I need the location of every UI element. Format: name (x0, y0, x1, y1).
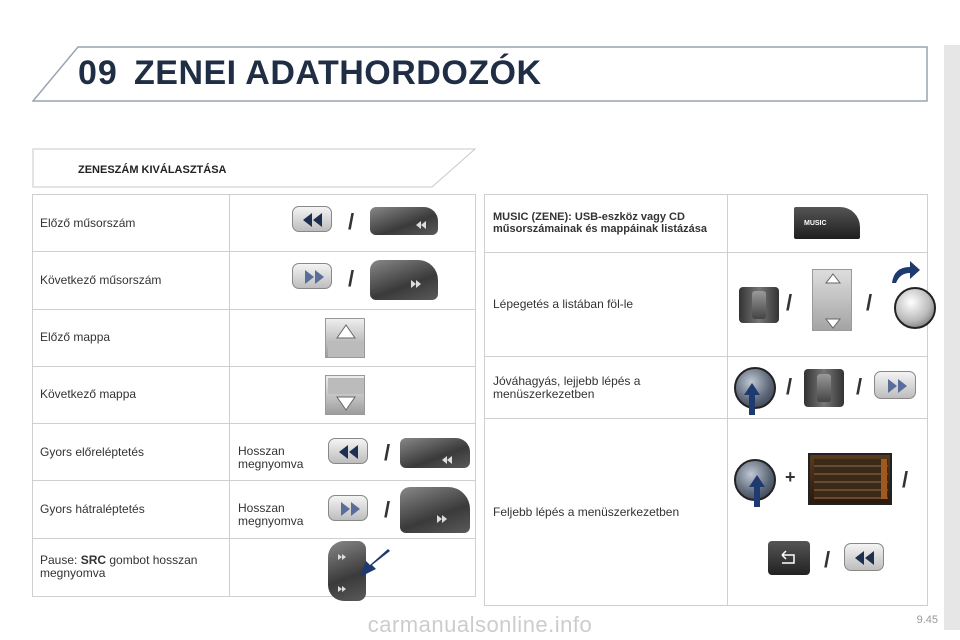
row-illustration (728, 357, 927, 418)
row-illustration (230, 310, 475, 366)
music-button-label: MUSIC (804, 219, 827, 227)
next-button-icon (292, 263, 332, 289)
row-label: Lépegetés a listában föl-le (485, 253, 728, 356)
row-label: Következő műsorszám (33, 252, 230, 308)
row-label: Előző műsorszám (33, 195, 230, 251)
or-separator: / (384, 440, 391, 466)
table-row (33, 424, 475, 481)
row-label: Gyors előreléptetés (33, 424, 230, 480)
or-separator: / (384, 497, 391, 523)
or-separator: / (786, 374, 793, 399)
row-illustration (230, 367, 475, 423)
plus-sign: + (785, 467, 796, 487)
steering-stalk-icon (400, 438, 470, 468)
row-label (33, 539, 230, 596)
rotary-wheel-icon (804, 369, 844, 407)
table-row (33, 481, 475, 538)
label-prefix: Pause: (40, 553, 81, 568)
back-button-icon (768, 541, 810, 575)
rotary-knob-icon (894, 287, 936, 329)
row-illustration (230, 481, 475, 537)
row-label: Feljebb lépés a menüszerkezetben (485, 419, 728, 605)
down-arrow-button-icon (325, 375, 365, 415)
table-row (33, 367, 475, 424)
or-separator: / (902, 467, 909, 492)
chapter-number: 09 (78, 54, 118, 92)
table-row (33, 539, 475, 596)
music-button-icon (794, 207, 860, 239)
previous-button-icon (292, 206, 332, 232)
table-row (485, 419, 927, 605)
row-label: Előző mappa (33, 310, 230, 366)
up-arrow-button-icon (325, 318, 365, 358)
row-label: Gyors hátraléptetés (33, 481, 230, 537)
page-number: 9.45 (916, 614, 938, 626)
left-table (32, 194, 476, 597)
watermark: carmanualsonline.info (367, 612, 593, 637)
row-illustration (230, 539, 475, 596)
table-row (485, 195, 927, 253)
or-separator: / (824, 547, 831, 572)
row-illustration (728, 253, 927, 356)
up-down-arrows-icon (812, 269, 852, 331)
row-illustration (230, 424, 475, 480)
row-label: MUSIC (ZENE): USB-eszköz vagy CD műsorszámainak és mappáinak listázása (485, 195, 728, 252)
table-row (33, 195, 475, 252)
press-arrow-icon (358, 549, 392, 579)
label-suffix: gombot hosszan megnyomva (40, 553, 198, 581)
right-table (484, 194, 928, 606)
row-label: Jóváhagyás, lejjebb lépés a menüszerkezetben (485, 357, 728, 418)
table-row (33, 310, 475, 367)
table-row (33, 252, 475, 309)
row-illustration (230, 252, 475, 308)
or-separator: / (866, 290, 873, 315)
previous-button-icon (328, 438, 368, 464)
hold-label: Hosszan megnyomva (238, 501, 304, 529)
or-separator: / (786, 290, 793, 315)
rotary-wheel-icon (739, 287, 779, 323)
steering-stalk-icon (370, 207, 438, 235)
row-illustration (728, 419, 927, 605)
page-title: ZENEI ADATHORDOZÓK (134, 54, 542, 92)
steering-stalk-icon (400, 487, 470, 533)
src-label: SRC (80, 553, 107, 568)
next-button-icon (874, 371, 916, 399)
table-row (485, 253, 927, 357)
screen-display-icon (808, 453, 892, 505)
press-down-arrow-icon (748, 475, 766, 507)
table-row (485, 357, 927, 419)
row-label: Következő mappa (33, 367, 230, 423)
turn-arrow-icon (888, 259, 922, 285)
hold-label: Hosszan megnyomva (238, 444, 304, 471)
steering-stalk-icon (370, 260, 438, 300)
or-separator: / (856, 374, 863, 399)
press-down-arrow-icon (743, 383, 761, 415)
or-separator: / (348, 266, 355, 292)
previous-button-icon (844, 543, 884, 571)
row-illustration (728, 195, 927, 252)
side-bar (944, 45, 960, 630)
or-separator: / (348, 209, 355, 234)
row-illustration (230, 195, 475, 251)
section-title: ZENESZÁM KIVÁLASZTÁSA (78, 164, 227, 176)
next-button-icon (328, 495, 368, 521)
